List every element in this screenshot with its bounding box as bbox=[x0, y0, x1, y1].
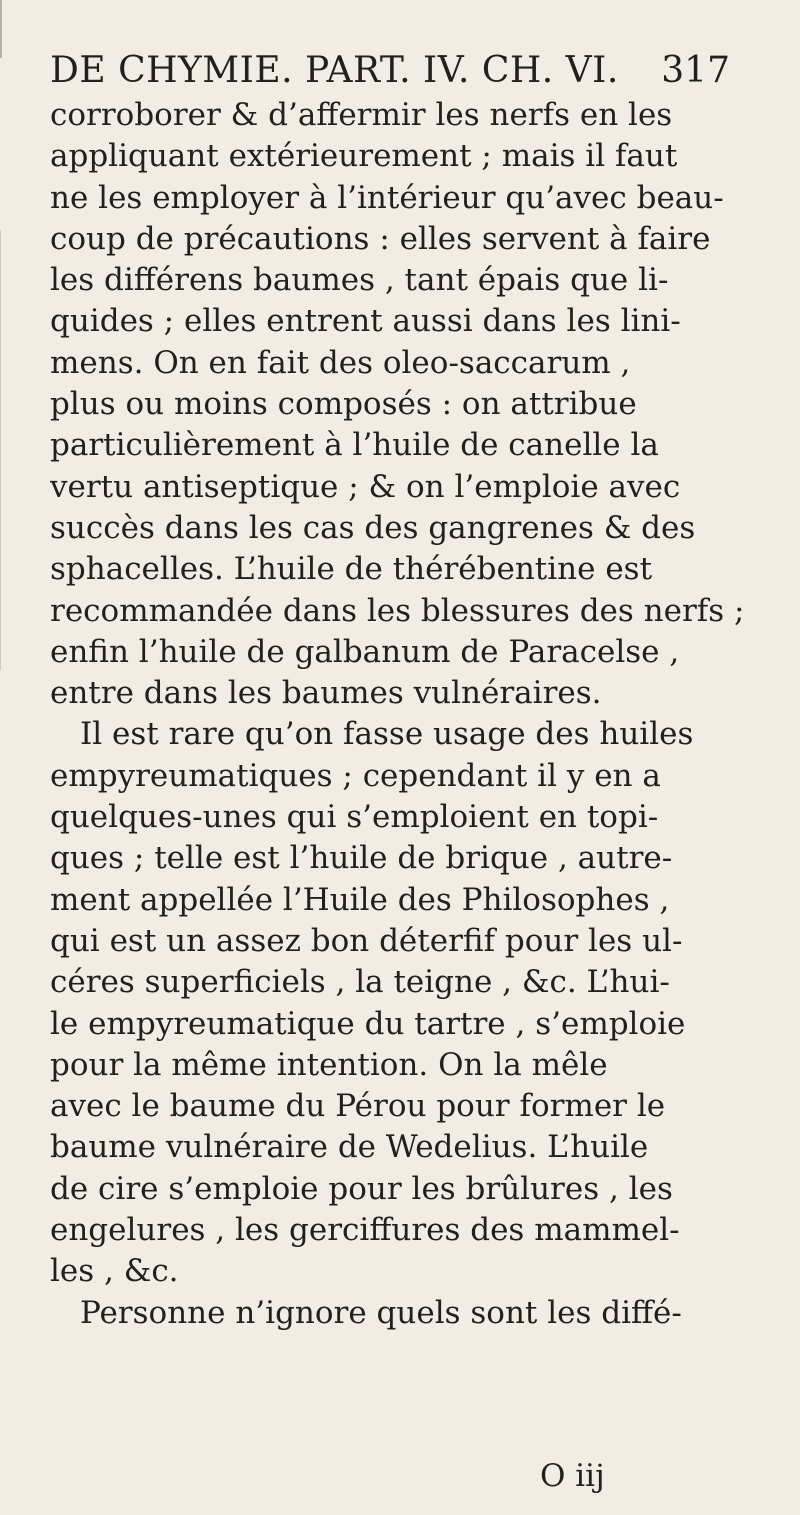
text-line: entre dans les baumes vulnéraires. bbox=[50, 675, 602, 712]
text-line: recommandée dans les blessures des nerfs ; bbox=[50, 592, 745, 629]
text-line: sphacelles. L’huile de thérébentine est bbox=[50, 551, 653, 588]
text-line: particulièrement à l’huile de canelle la bbox=[50, 427, 659, 464]
signature-mark: O iij bbox=[540, 1458, 605, 1494]
page-edge-shadow bbox=[0, 0, 2, 58]
text-line: les différens baumes , tant épais que li- bbox=[50, 262, 669, 299]
text-line: appliquant extérieurement ; mais il faut bbox=[50, 138, 678, 175]
text-line: avec le baume du Pérou pour former le bbox=[50, 1088, 666, 1125]
text-line: ques ; telle est l’huile de brique , autre- bbox=[50, 840, 673, 877]
text-line: baume vulnéraire de Wedelius. L’huile bbox=[50, 1129, 649, 1166]
text-line: enfin l’huile de galbanum de Paracelse , bbox=[50, 633, 680, 670]
text-line: empyreumatiques ; cependant il y en a bbox=[50, 757, 661, 794]
text-line: quelques-unes qui s’emploient en topi- bbox=[50, 799, 659, 836]
text-line: ne les employer à l’intérieur qu’avec beau- bbox=[50, 179, 724, 216]
page-edge-shadow bbox=[0, 230, 1, 670]
text-line: corroborer & d’affermir les nerfs en les bbox=[50, 97, 673, 133]
text-line: engelures , les gerciffures des mammel- bbox=[50, 1212, 680, 1249]
text-line: céres superficiels , la teigne , &c. L’hui- bbox=[50, 964, 670, 1001]
text-line: succès dans les cas des gangrenes & des bbox=[50, 509, 696, 546]
text-line: le empyreumatique du tartre , s’emploie bbox=[50, 1005, 686, 1042]
running-title: DE CHYMIE. PART. IV. CH. VI. bbox=[50, 50, 619, 91]
paragraph-start-line: Il est rare qu’on fasse usage des huiles bbox=[80, 716, 694, 753]
text-line: pour la même intention. On la mêle bbox=[50, 1046, 608, 1083]
text-line: coup de précautions : elles servent à faire bbox=[50, 220, 711, 257]
text-line: qui est un assez bon déterfif pour les ul- bbox=[50, 922, 683, 959]
body-text bbox=[50, 95, 770, 1334]
text-line: les , &c. bbox=[50, 1253, 179, 1290]
text-line: mens. On en fait des oleo-saccarum , bbox=[50, 344, 631, 381]
text-line: de cire s’emploie pour les brûlures , les bbox=[50, 1170, 673, 1207]
text-line: plus ou moins composés : on attribue bbox=[50, 386, 637, 423]
running-header bbox=[50, 46, 730, 96]
text-line: ment appellée l’Huile des Philosophes , bbox=[50, 881, 670, 918]
page-number: 317 bbox=[661, 50, 730, 91]
text-line: quides ; elles entrent aussi dans les lini- bbox=[50, 303, 681, 340]
text-line: vertu antiseptique ; & on l’emploie avec bbox=[50, 468, 681, 505]
paragraph-start-line: Personne n’ignore quels sont les diffé- bbox=[80, 1294, 682, 1331]
